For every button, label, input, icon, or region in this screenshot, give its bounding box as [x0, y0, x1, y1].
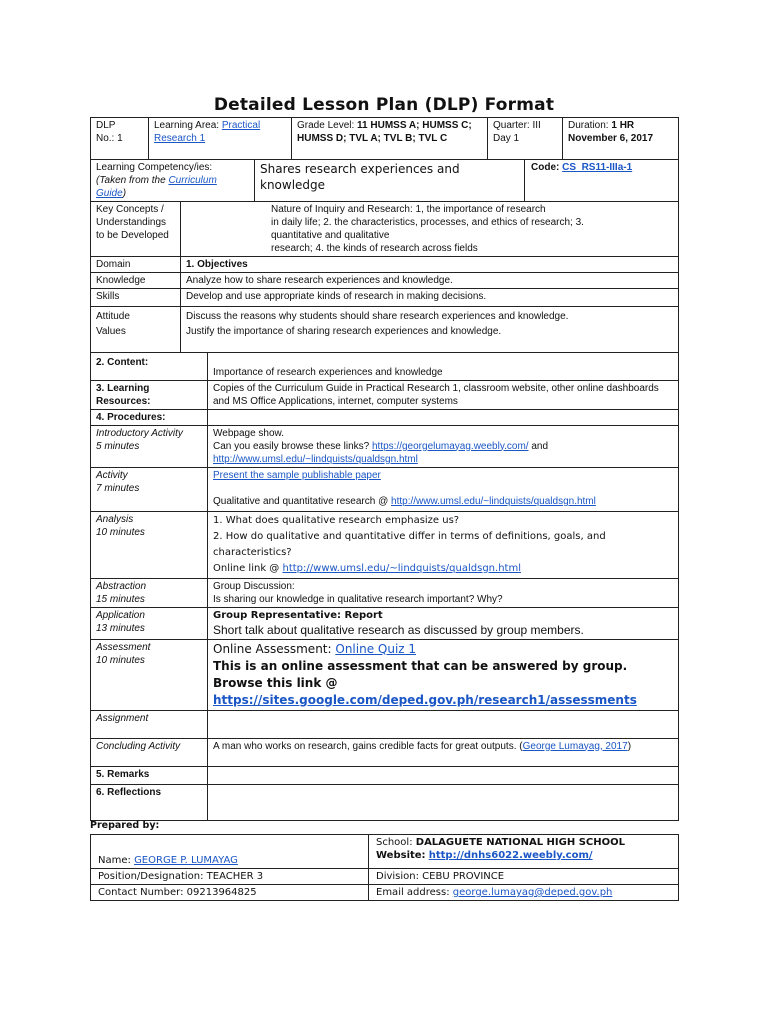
assignment-label: Assignment — [91, 710, 208, 738]
dlp-number-cell — [91, 118, 149, 160]
application-line-1: Group Representative: Report — [213, 609, 383, 621]
code-link[interactable]: CS_RS11-IIIa-1 — [562, 162, 633, 173]
prepared-by-label: Prepared by: — [90, 820, 160, 831]
analysis-label: Analysis — [96, 513, 134, 525]
concluding-content — [208, 738, 679, 766]
quarter-cell — [488, 118, 563, 160]
main-table — [90, 201, 679, 353]
lesson-plan-table — [90, 117, 678, 821]
dlp-label: DLP — [96, 120, 116, 131]
application-time: 13 minutes — [96, 622, 145, 634]
assessment-prefix: Online Assessment: — [213, 641, 332, 656]
analysis-umsl-link[interactable]: http://www.umsl.edu/~lindquists/qualdsgn.html — [282, 562, 521, 574]
analysis-link-prefix: Online link @ — [213, 562, 280, 574]
dlp-number: No.: 1 — [96, 133, 123, 144]
grade-level-value: 11 HUMSS A; HUMSS C; HUMSS D; TVL A; TVL B; TVL C — [297, 120, 472, 144]
activity-time: 7 minutes — [96, 482, 140, 494]
objectives-heading: 1. Objectives — [181, 257, 679, 273]
learning-area-label: Learning Area: — [154, 120, 220, 131]
content-value — [208, 352, 679, 380]
key-concepts-line-1: Nature of Inquiry and Research: 1, the importance of research — [271, 204, 546, 215]
assessment-content — [208, 639, 679, 710]
abstraction-content — [208, 578, 679, 607]
analysis-cell — [91, 511, 208, 578]
activity-umsl-link[interactable]: http://www.umsl.edu/~lindquists/qualdsgn.html — [391, 495, 596, 507]
grade-level-label: Grade Level: — [297, 120, 355, 131]
activity-cell — [91, 467, 208, 511]
duration-cell — [563, 118, 679, 160]
school-value: DALAGUETE NATIONAL HIGH SCHOOL — [415, 837, 625, 848]
procedures-empty — [208, 409, 679, 425]
intro-activity-content — [208, 425, 679, 467]
code-cell — [525, 160, 679, 202]
content-label: 2. Content: — [91, 352, 208, 380]
duration-value: 1 HR — [611, 120, 635, 131]
key-concepts-line-2: in daily life; 2. the characteristics, processes, and ethics of research; 3. — [271, 217, 584, 228]
assessment-line-2: This is an online assessment that can be answered by group. Browse this link @ — [213, 658, 628, 690]
analysis-question-1: 1. What does qualitative research emphasize us? — [213, 514, 460, 526]
intro-activity-cell — [91, 425, 208, 467]
application-cell — [91, 607, 208, 639]
website-label: Website: — [376, 850, 426, 861]
competency-note-prefix: (Taken from the — [96, 175, 166, 186]
abstraction-line-2: Is sharing our knowledge in qualitative research important? Why? — [213, 593, 503, 605]
concluding-activity-label: Concluding Activity — [91, 738, 208, 766]
abstraction-cell — [91, 578, 208, 607]
position-text: Position/Designation: TEACHER 3 — [91, 869, 369, 885]
learning-area-link[interactable]: Practical Research 1 — [154, 120, 261, 144]
intro-and: and — [531, 440, 549, 452]
procedures-table — [90, 352, 679, 821]
signature-table — [90, 834, 678, 901]
key-concepts-line-4: research; 4. the kinds of research across fields — [271, 243, 478, 254]
analysis-question-2: 2. How do qualitative and quantitative differ in terms of definitions, goals, and characteristics? — [213, 530, 606, 558]
procedures-label: 4. Procedures: — [91, 409, 208, 425]
assessment-sites-link[interactable]: https://sites.google.com/deped.gov.ph/research1/assessments — [213, 692, 637, 707]
key-concepts-cell — [181, 202, 679, 257]
name-label: Name: — [98, 855, 131, 866]
objective-domain: Values — [91, 324, 181, 352]
name-cell — [91, 835, 369, 869]
grade-level-cell — [292, 118, 488, 160]
activity-line-2: Qualitative and quantitative research @ — [213, 495, 389, 507]
objective-text: Discuss the reasons why students should share research experiences and knowledge. — [181, 307, 679, 325]
competency-note-suffix: ) — [122, 188, 127, 199]
online-quiz-link[interactable]: Online Quiz 1 — [335, 641, 417, 656]
competency-value: Shares research experiences and knowledge — [255, 160, 525, 202]
assessment-cell — [91, 639, 208, 710]
school-website-link[interactable]: http://dnhs6022.weebly.com/ — [428, 850, 593, 861]
objective-text: Analyze how to share research experiences and knowledge. — [181, 273, 679, 289]
learning-area-cell — [149, 118, 292, 160]
division-text: Division: CEBU PROVINCE — [369, 869, 679, 885]
application-line-2: Short talk about qualitative research as discussed by group members. — [213, 622, 584, 637]
document-title: Detailed Lesson Plan (DLP) Format — [213, 95, 555, 115]
remarks-content — [208, 766, 679, 784]
analysis-content — [208, 511, 679, 578]
concluding-suffix: ) — [627, 740, 632, 752]
objective-text: Justify the importance of sharing research experiences and knowledge. — [181, 324, 679, 352]
analysis-time: 10 minutes — [96, 526, 145, 538]
reflections-content — [208, 784, 679, 820]
abstraction-time: 15 minutes — [96, 593, 145, 605]
competency-label-cell — [91, 160, 255, 202]
activity-content — [208, 467, 679, 511]
objective-domain: Attitude — [91, 307, 181, 325]
objective-domain: Knowledge — [91, 273, 181, 289]
intro-activity-time: 5 minutes — [96, 440, 140, 452]
domain-label: Domain — [91, 257, 181, 273]
quarter-text: Quarter: III — [493, 120, 541, 131]
resources-value: Copies of the Curriculum Guide in Practical Research 1, classroom website, other online dashboards and MS Office Applications, internet, computer systems — [208, 380, 679, 409]
activity-label: Activity — [96, 469, 128, 481]
lumayag-citation-link[interactable]: George Lumayag, 2017 — [522, 740, 628, 752]
concluding-text: A man who works on research, gains credible facts for great outputs. ( — [213, 740, 523, 752]
school-label: School: — [376, 837, 413, 848]
reflections-label: 6. Reflections — [91, 784, 208, 820]
umsl-link[interactable]: http://www.umsl.edu/~lindquists/qualdsgn.html — [213, 453, 418, 465]
lesson-date: November 6, 2017 — [568, 133, 654, 144]
assessment-label: Assessment — [96, 641, 151, 653]
application-content — [208, 607, 679, 639]
email-link[interactable]: george.lumayag@deped.gov.ph — [452, 887, 613, 898]
key-concepts-line-3: quantitative and qualitative — [271, 230, 390, 241]
content-text: Importance of research experiences and knowledge — [213, 366, 443, 378]
key-concepts-label: Key Concepts / Understandings to be Developed — [91, 202, 181, 257]
objective-text: Develop and use appropriate kinds of research in making decisions. — [181, 289, 679, 307]
duration-label: Duration: — [568, 120, 609, 131]
school-cell — [369, 835, 679, 869]
competency-label: Learning Competency/ies: — [96, 162, 213, 173]
assignment-content — [208, 710, 679, 738]
sample-paper-link[interactable]: Present the sample publishable paper — [213, 469, 381, 481]
email-label: Email address: — [376, 887, 450, 898]
code-label: Code: — [531, 162, 560, 173]
teacher-name-link[interactable]: GEORGE P. LUMAYAG — [134, 855, 238, 866]
assessment-time: 10 minutes — [96, 654, 145, 666]
intro-activity-label: Introductory Activity — [96, 427, 183, 439]
header-table — [90, 117, 679, 160]
resources-label: 3. Learning Resources: — [91, 380, 208, 409]
abstraction-line-1: Group Discussion: — [213, 580, 295, 592]
intro-line-1: Webpage show. — [213, 427, 284, 439]
day-text: Day 1 — [493, 133, 520, 144]
abstraction-label: Abstraction — [96, 580, 147, 592]
curriculum-guide-link[interactable]: Curriculum Guide — [96, 175, 217, 199]
georgelumayag-link[interactable]: https://georgelumayag.weebly.com/ — [371, 440, 529, 452]
contact-text: Contact Number: 09213964825 — [91, 885, 369, 901]
competency-table — [90, 159, 679, 202]
intro-line-2: Can you easily browse these links? — [213, 440, 370, 452]
objective-domain: Skills — [91, 289, 181, 307]
email-cell — [369, 885, 679, 901]
remarks-label: 5. Remarks — [91, 766, 208, 784]
application-label: Application — [96, 609, 145, 621]
